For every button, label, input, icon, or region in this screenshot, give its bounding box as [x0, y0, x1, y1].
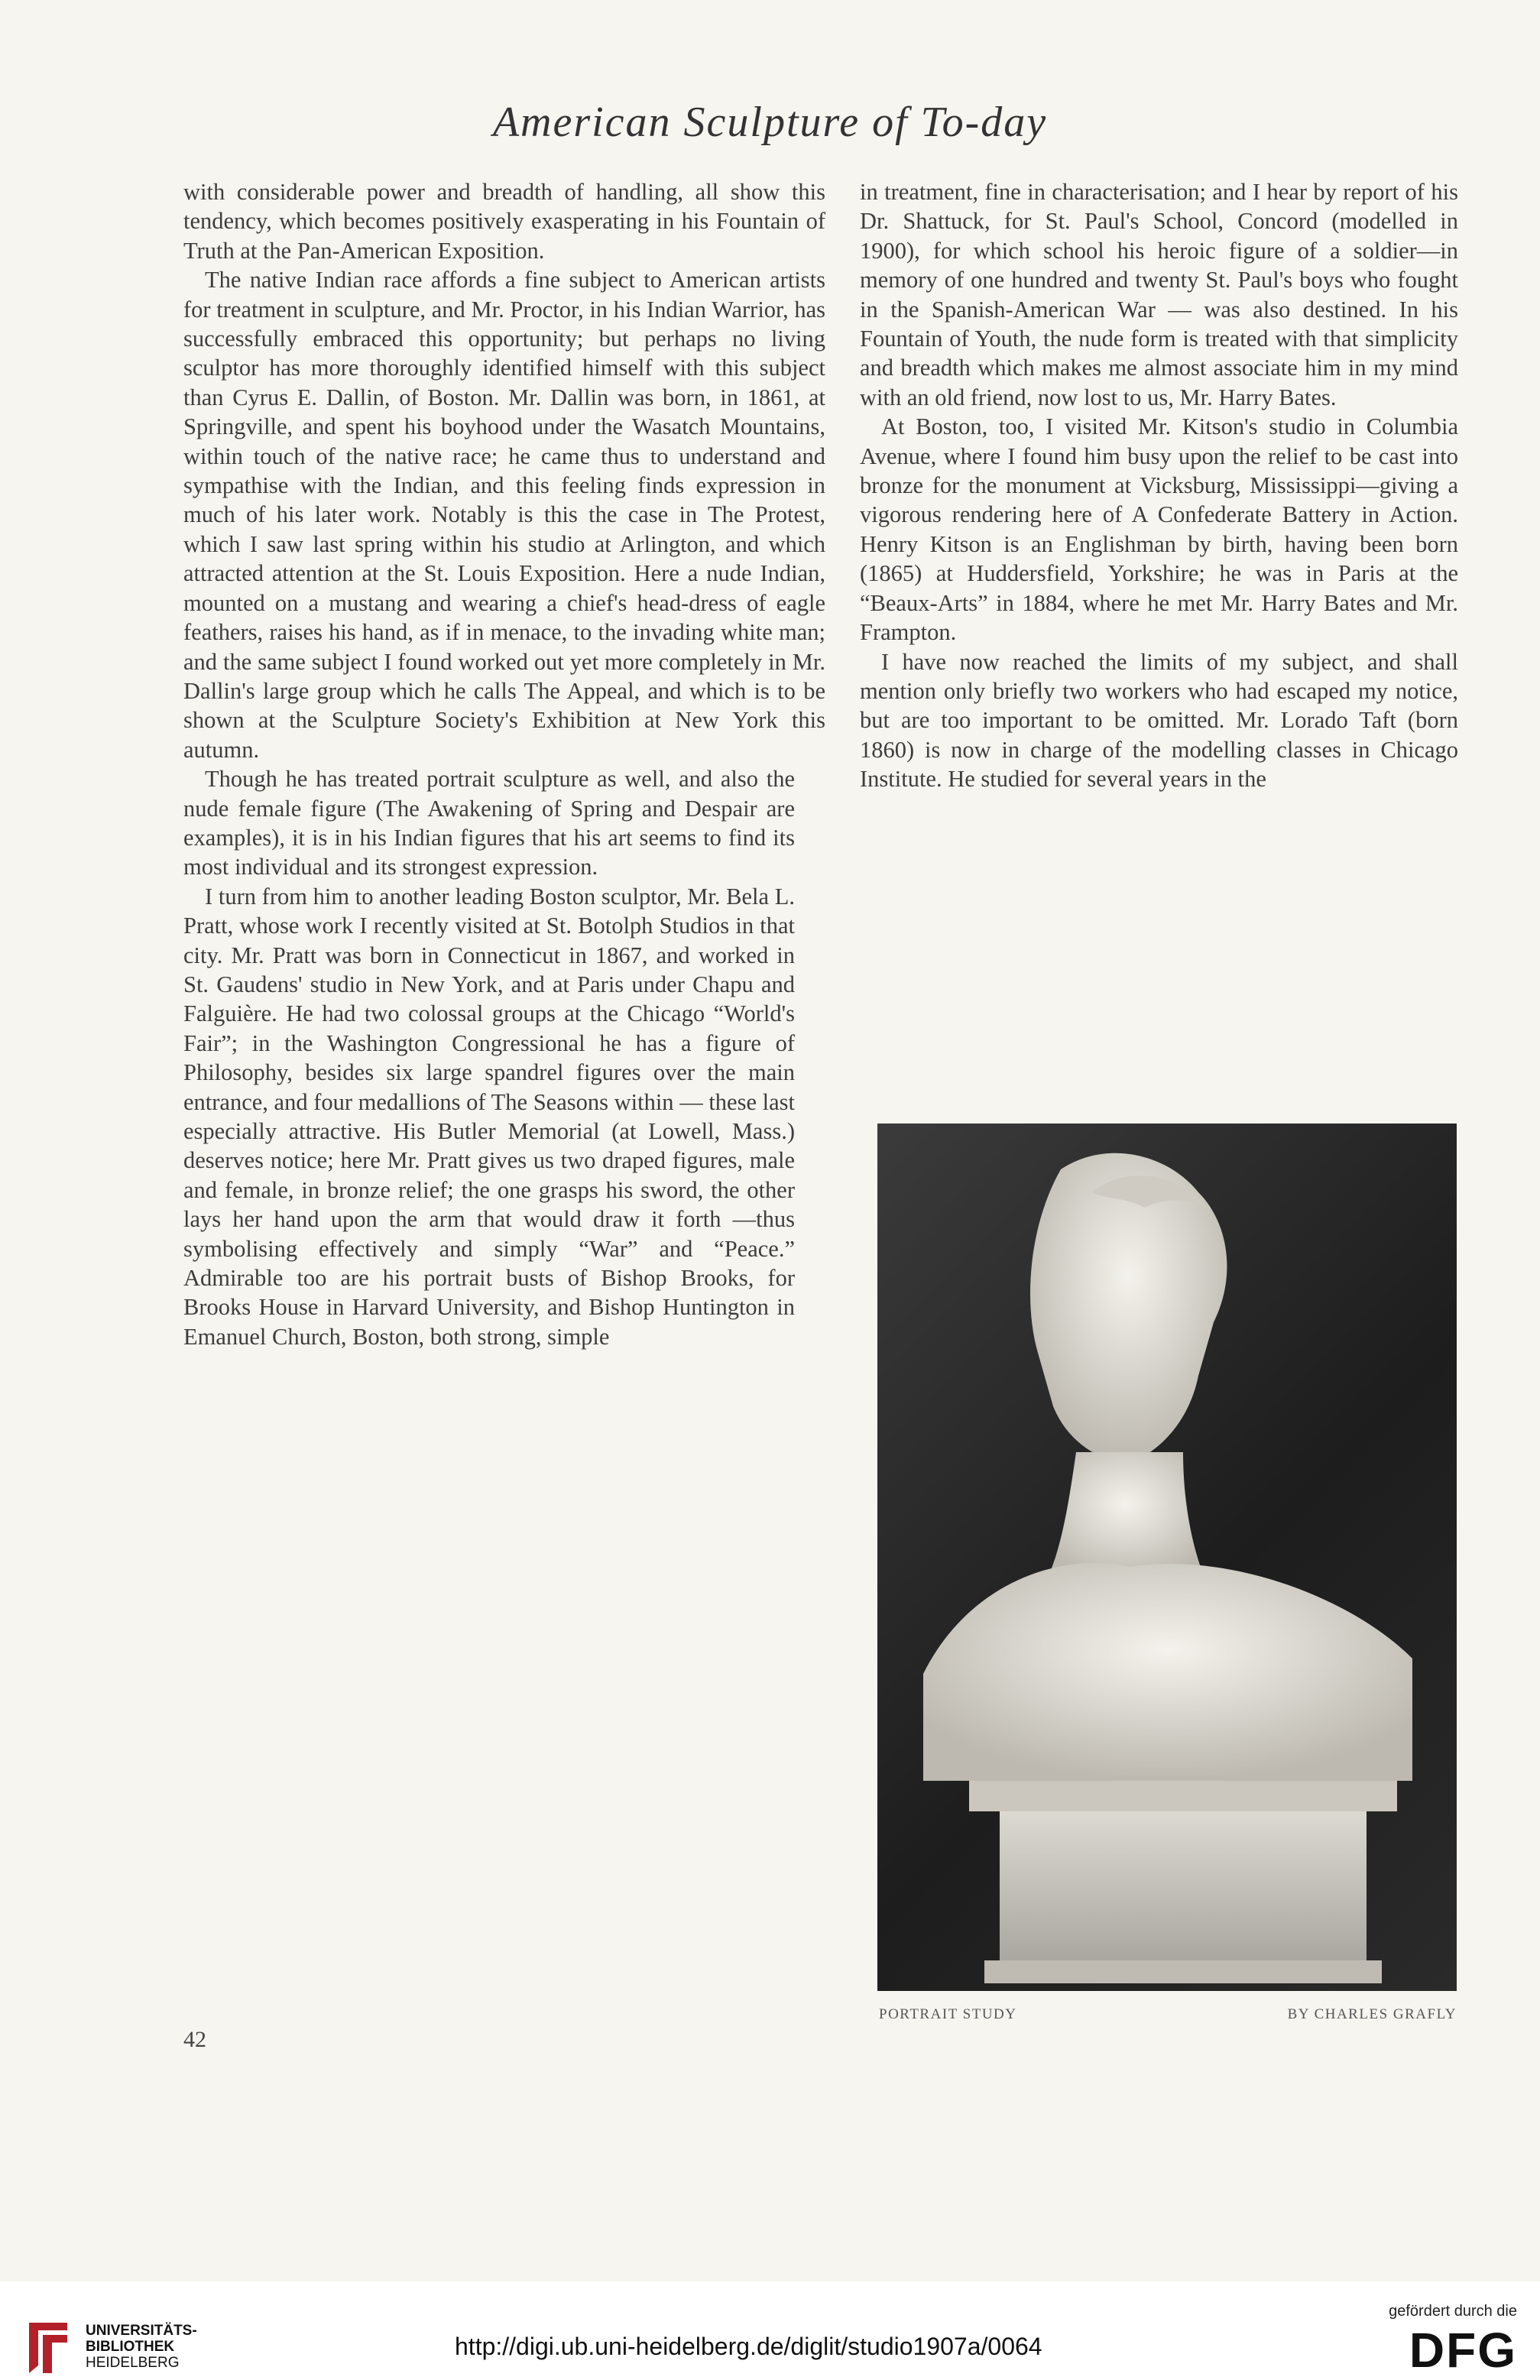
dfg-logo: DFG [1409, 2323, 1517, 2378]
paragraph: The native Indian race affords a fine subject to American artists for treatment in sculpture, and Mr. Proctor, in his Indian Warrior, has successfully embraced this opportunity; but perhaps no living sculptor has more thoroughly identified himself with this subject than Cyrus E. Dallin, of Boston. Mr. Dallin was born, in 1861, at Springville, and spent his boyhood under the Wasatch Mountains, within touch of the native race; he came thus to understand and sympathise with the Indian, and this feeling finds expression in much of his later work. Notably is this the case in The Protest, which I saw last spring within his studio at Arlington, and which attracted attention at the St. Louis Exposition. Here a nude Indian, mounted on a mustang and wearing a chief's head-dress of eagle feathers, raises his hand, as if in menace, to the invading white man; and the same subject I found worked out yet more completely in Mr. Dallin's large group which he calls The Appeal, and which is to be shown at the Sculpture Society's Exhibition at New York this autumn. [183, 267, 825, 763]
paragraph: At Boston, too, I visited Mr. Kitson's studio in Columbia Avenue, where I found him busy upon the relief to be cast into bronze for the monument at Vicksburg, Mississippi—giving a vigorous rendering here of A Confederate Battery in Action. Henry Kitson is an Englishman by birth, having been born (1865) at Huddersfield, Yorkshire; he was in Paris at the “Beaux-Arts” in 1884, where he met Mr. Harry Bates and Mr. Frampton. [860, 413, 1458, 646]
funder-label: gefördert durch die [1389, 2303, 1517, 2320]
running-title: American Sculpture of To-day [492, 99, 1048, 146]
portrait-bust-illustration [877, 1124, 1457, 1991]
sculpture-photograph [877, 1124, 1457, 1991]
figure-caption [879, 2006, 1457, 2023]
library-name: UNIVERSITÄTS- BIBLIOTHEK HEIDELBERG [86, 2323, 197, 2371]
page-number: 42 [183, 2027, 206, 2052]
library-logo-icon [21, 2320, 75, 2376]
paragraph: I turn from him to another leading Boston sculptor, Mr. Bela L. Pratt, whose work I recently visited at St. Botolph Studios in that city. Mr. Pratt was born in Connecticut in 1867, and worked in St. Gaudens' studio in New York, and at Paris under Chapu and Falguière. He had two colossal groups at the Chicago “World's Fair”; in the Washington Congressional he has a figure of Philosophy, besides six large spandrel figures over the main entrance, and four medallions of The Seasons within — these last especially attractive. His Butler Memorial (at Lowell, Mass.) deserves notice; here Mr. Pratt gives us two draped figures, male and female, in bronze relief; the one grasps his sword, the other lays her hand upon the arm that would draw it forth —thus symbolising effectively and simply “War” and “Peace.” Admirable too are his portrait busts of Bishop Brooks, for Brooks House in Harvard University, and Bishop Huntington in Emanuel Church, Boston, both strong, simple [183, 883, 795, 1350]
viewer-footer [0, 2281, 1540, 2380]
paragraph: with considerable power and breadth of handling, all show this tendency, which becomes positively exasperating in his Fountain of Truth at the Pan-American Exposition. [183, 179, 825, 264]
left-text-column [183, 177, 825, 1351]
paragraph: in treatment, fine in characterisation; and I hear by report of his Dr. Shattuck, for St. Paul's School, Concord (modelled in 1900), for which school his heroic figure of a soldier—in memory of one hundred and twenty St. Paul's boys who fought in the Spanish-American War — was also destined. In his Fountain of Youth, the nude form is treated with that simplicity and breadth which makes me almost associate him in my mind with an old friend, now lost to us, Mr. Harry Bates. [860, 179, 1458, 410]
caption-title: PORTRAIT STUDY [879, 2006, 1017, 2022]
paragraph: I have now reached the limits of my subject, and shall mention only briefly two workers who had escaped my notice, but are too important to be omitted. Mr. Lorado Taft (born 1860) is now in charge of the modelling classes in Chicago Institute. He studied for several years in the [860, 648, 1458, 793]
permalink-url[interactable]: http://digi.ub.uni-heidelberg.de/diglit/studio1907a/0064 [455, 2333, 1042, 2360]
caption-artist: BY CHARLES GRAFLY [1287, 2006, 1457, 2022]
right-text-column [860, 177, 1458, 794]
paragraph: Though he has treated portrait sculpture as well, and also the nude female figure (The Awakening of Spring and Despair are examples), it is in his Indian figures that his art seems to find its most individual and its strongest expression. [183, 766, 795, 880]
